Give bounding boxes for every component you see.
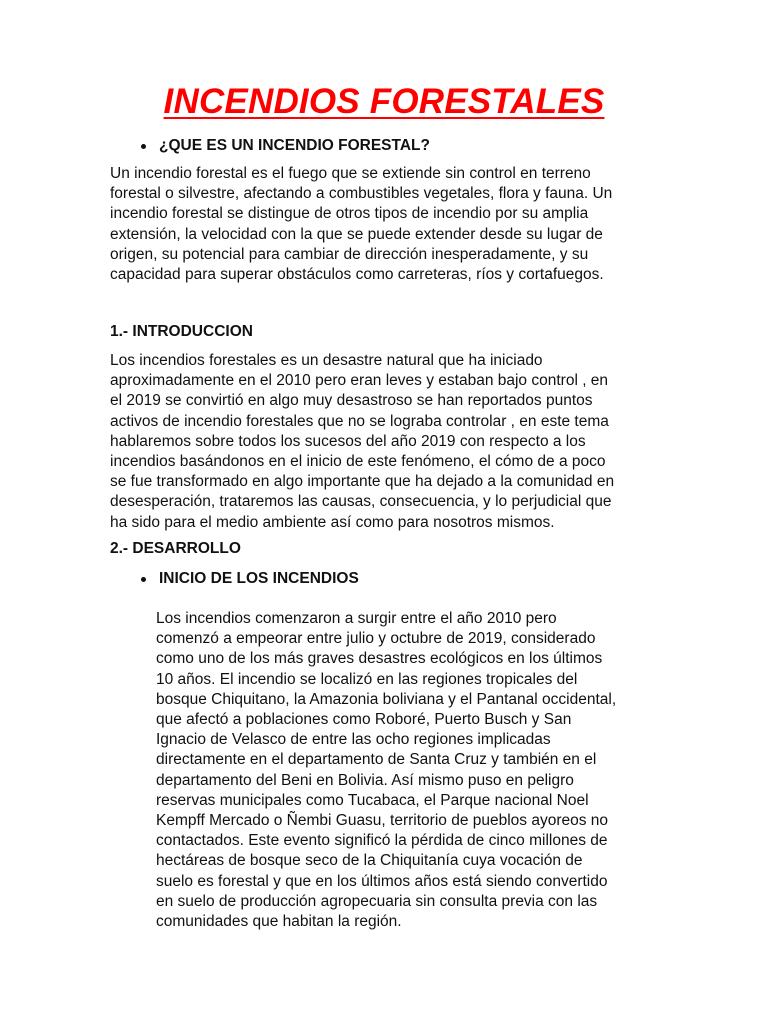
paragraph-line: Ignacio de Velasco de entre las ocho regiones implicadas bbox=[156, 731, 551, 749]
paragraph-line: incendios basándonos en el inicio de este fenómeno, el cómo de a poco bbox=[110, 453, 606, 471]
question-bullet-item bbox=[141, 136, 430, 156]
paragraph-line: el 2019 se convirtió en algo muy desastroso se han reportados puntos bbox=[110, 392, 593, 410]
paragraph-line: desesperación, trataremos las causas, consecuencia, y lo perjudicial que bbox=[110, 493, 612, 511]
question-heading: ¿QUE ES UN INCENDIO FORESTAL? bbox=[159, 137, 430, 154]
paragraph-line: aproximadamente en el 2010 pero eran leves y estaban bajo control , en bbox=[110, 372, 609, 390]
bullet-icon bbox=[141, 144, 146, 149]
intro-paragraph bbox=[110, 351, 670, 533]
paragraph-line: se fue transformado en algo importante que ha dejado a la comunidad en bbox=[110, 473, 615, 491]
paragraph-line: activos de incendio forestales que no se lograba controlar , en este tema bbox=[110, 412, 609, 430]
paragraph-line: Kempff Mercado o Ñembi Guasu, territorio de pueblos ayoreos no bbox=[156, 812, 609, 830]
paragraph-line: extensión, la velocidad con la que se puede extender desde su lugar de bbox=[110, 225, 603, 243]
paragraph-line: que afectó a poblaciones como Roboré, Puerto Busch y San bbox=[156, 711, 572, 729]
paragraph-line: 10 años. El incendio se localizó en las regiones tropicales del bbox=[156, 670, 578, 688]
paragraph-line: origen, su potencial para cambiar de dirección inesperadamente, y su bbox=[110, 245, 589, 263]
document-title: INCENDIOS FORESTALES bbox=[163, 82, 605, 121]
paragraph-line: Un incendio forestal es el fuego que se extiende sin control en terreno bbox=[110, 165, 591, 182]
paragraph-line: reservas municipales como Tucabaca, el Parque nacional Noel bbox=[156, 791, 589, 809]
paragraph-line: incendio forestal se distingue de otros tipos de incendio por su amplia bbox=[110, 205, 589, 223]
paragraph-line: forestal o silvestre, afectando a combustibles vegetales, flora y fauna. Un bbox=[110, 185, 613, 203]
paragraph-line: capacidad para superar obstáculos como carreteras, ríos y cortafuegos. bbox=[110, 266, 604, 284]
paragraph-line: ha sido para el medio ambiente así como para nosotros mismos. bbox=[110, 513, 555, 531]
definition-paragraph bbox=[110, 164, 670, 285]
paragraph-line: como uno de los más graves desastres ecológicos en los últimos bbox=[156, 650, 603, 668]
paragraph-line: comenzó a empeorar entre julio y octubre de 2019, considerado bbox=[156, 630, 596, 648]
intro-heading: 1.- INTRODUCCION bbox=[110, 323, 253, 340]
start-bullet-item bbox=[141, 569, 359, 589]
paragraph-line: suelo es forestal y que en los últimos años está siendo convertido bbox=[156, 872, 608, 890]
paragraph-line: departamento del Beni en Bolivia. Así mismo puso en peligro bbox=[156, 771, 574, 789]
paragraph-line: Los incendios comenzaron a surgir entre el año 2010 pero bbox=[156, 610, 557, 627]
development-heading: 2.- DESARROLLO bbox=[110, 540, 241, 557]
paragraph-line: directamente en el departamento de Santa Cruz y también en el bbox=[156, 751, 597, 769]
bullet-icon bbox=[141, 577, 146, 582]
paragraph-line: hablaremos sobre todos los sucesos del año 2019 con respecto a los bbox=[110, 432, 586, 450]
paragraph-line: contactados. Este evento significó la pérdida de cinco millones de bbox=[156, 832, 608, 850]
paragraph-line: Los incendios forestales es un desastre natural que ha iniciado bbox=[110, 352, 543, 369]
paragraph-line: en suelo de producción agropecuaria sin consulta previa con las bbox=[156, 892, 598, 910]
paragraph-line: comunidades que habitan la región. bbox=[156, 913, 402, 931]
paragraph-line: hectáreas de bosque seco de la Chiquitanía cuya vocación de bbox=[156, 852, 583, 870]
paragraph-line: bosque Chiquitano, la Amazonia boliviana y el Pantanal occidental, bbox=[156, 690, 617, 708]
start-heading: INICIO DE LOS INCENDIOS bbox=[159, 570, 359, 587]
start-paragraph bbox=[156, 609, 666, 932]
